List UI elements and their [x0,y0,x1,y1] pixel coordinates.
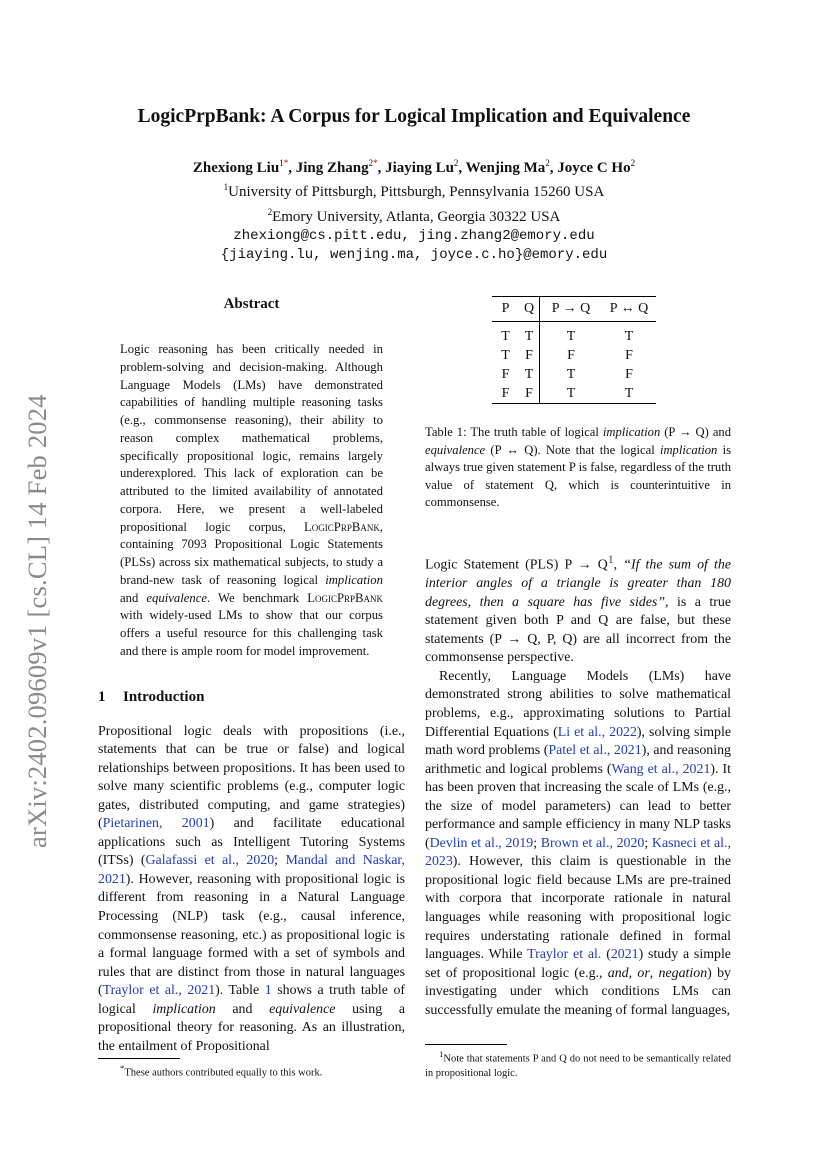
body-text: and [215,1001,270,1017]
author-name: Jing Zhang [295,160,369,176]
corpus-name: LogicPrpBank [304,519,380,534]
body-text: using a propositional theory for reasoning. As an illustration, the entailment of Propositional [98,1001,405,1054]
body-text: shows a truth table of logical [98,983,406,1017]
table-cell: T [566,366,576,382]
footnote-text: These authors contributed equally to this work. [124,1067,323,1079]
table-cell: T [624,328,634,344]
table-caption [425,424,731,512]
abstract-emphasis: equivalence [146,590,208,605]
paper-title: LogicPrpBank: A Corpus for Logical Implication and Equivalence [137,106,691,127]
table-cell: F [519,346,540,365]
body-text: ( [601,947,611,963]
footnote-ref-link[interactable]: 1 [607,552,614,566]
body-text: , [613,557,624,573]
affil-mark: 1 [223,182,229,193]
caption-text: is always true given statement P is false, regardless of the truth value of statement Q, which is counterintuitive in commonsense. [425,442,731,510]
section-heading-introduction [98,689,405,706]
body-text: ). However, this claim is questionable in the propositional logic field because LMs are pre-trained with corpora that incorporate rationale in natural languages while reasoning with propositional logic requires understating rationale defined in formal languages. While [425,854,731,963]
abstract-text: Logic reasoning has been critically needed in problem-solving and decision-making. Although Language Models (LMs) have demonstrated capabilities of handling multiple reasoning tasks (e.g., commonsense reasoning), their ability to reason complex mathematical problems, specifically propositional logic, remains largely underexplored. This lack of exploration can be attributed to the limited availability of annotated corpora. Here, we present a well-labeled propositional logic corpus, [120,342,383,534]
email-line-2: {jiaying.lu, wenjing.ma, joyce.c.ho}@emory.edu [220,247,608,264]
footnote-rule-right [425,1044,507,1045]
affiliation-text: University of Pittsburgh, Pittsburgh, Pennsylvania 15260 USA [228,184,605,201]
truth-table [492,296,656,404]
body-text: ). It has been proven that increasing the scale of LMs (e.g., the size of model parameters) can lead to better performance and sample efficiency in many NLP tasks ( [425,761,731,851]
table-cell: F [501,366,510,382]
abstract-emphasis: implication [325,572,383,587]
body-emphasis: negation [658,965,708,981]
citation-link[interactable]: Li et al., 2022 [557,724,637,740]
author-name: Wenjing Ma [465,160,546,176]
abstract-text: . We benchmark [207,590,308,605]
body-text: , is a true statement given both P and Q are false, but these statements (P → Q, P, Q) are all incorrect from the commonsense perspective. [425,594,731,666]
body-text: Recently, Language Models (LMs) have demonstrated strong abilities to solve mathematical problems, e.g., approximating solutions to Partial Differential Equations ( [425,668,731,740]
affiliation-2 [0,203,828,227]
author-name: Jiaying Lu [385,160,454,176]
table-row [492,322,656,347]
citation-link[interactable]: Traylor et al. [527,947,602,963]
body-text: ; [533,835,541,851]
table-cell: F [492,384,519,404]
caption-emphasis: implication [659,442,718,457]
table-cell: T [566,328,576,344]
table-cell: T [519,322,540,347]
example-quote: “If the sum of the interior angles of a triangle is greater than 180 degrees, then a square has five sides” [425,557,731,610]
table-cell: F [567,347,575,363]
footnote-text: Note that statements P and Q do not need to be semantically related in propositional logic. [425,1053,731,1079]
arxiv-side-stamp: arXiv:2402.09609v1 [cs.CL] 14 Feb 2024 [22,394,52,848]
table-ref-link[interactable]: 1 [264,983,272,999]
body-text: ; [644,835,652,851]
lm-paragraph [425,668,731,1020]
caption-text: Table 1: The truth table of logical [425,425,603,439]
affil-mark: 2 [630,158,636,168]
body-text: ). Table [215,983,265,999]
table-row [492,384,656,404]
table-row [492,365,656,384]
body-emphasis: equivalence [269,1001,336,1017]
email-line-1: zhexiong@cs.pitt.edu, jing.zhang2@emory.edu [233,227,595,244]
body-text: ) study a simple set of propositional logic (e.g., [425,947,731,981]
caption-text: (P → Q) and [660,425,731,439]
table-cell: T [501,347,510,363]
body-text: ), and reasoning arithmetic and logical problems ( [425,743,732,777]
citation-link[interactable]: Pietarinen, 2001 [102,816,210,832]
body-emphasis: implication [152,1001,216,1017]
caption-text: (P ↔ Q). Note that the logical [485,442,660,457]
abstract-text: , containing 7093 Propositional Logic Statements (PLSs) across six mathematical subjects, to study a brand-new task of reasoning logical [120,519,383,587]
citation-link[interactable]: 2021 [610,947,639,963]
affil-mark: 2 [368,158,374,168]
affil-mark: 2 [267,206,273,217]
right-column [425,296,731,1020]
corpus-name: LogicPrpBank [307,590,383,605]
abstract-body [98,341,405,661]
table-header-cell: Q [519,297,540,322]
abstract-text: and [120,590,147,605]
table-header-row [492,297,656,322]
author-names: Zhexiong Liu$^{1*}$, Jing Zhang$^{2*}$, Jiaying Lu$^2$, Wenjing Ma$^2$, Joyce C Ho$^2$ [192,158,636,176]
body-text: , [649,965,659,981]
pls-example-paragraph [425,551,731,668]
citation-link[interactable]: Mandal and Naskar, 2021 [98,853,405,887]
table-cell: T [602,384,656,404]
table-cell: F [519,384,540,404]
equal-contrib-mark: * [283,158,289,168]
author-name: Joyce C Ho [557,160,631,176]
footnote-rule-left [98,1058,180,1059]
body-emphasis: or [637,965,650,981]
table-header-cell: P [492,297,519,322]
body-text: Propositional logic deals with propositions (i.e., statements that can be true or false) and logical relationships between propositions. It has been used to solve many scientific problems (e.g., computer logic gates, distributed computing, and game strategies) ( [98,723,405,832]
body-text: ) and facilitate educational applications such as Intelligent Tutoring Systems (ITSs) ( [98,816,405,869]
table-cell: T [540,384,603,404]
caption-emphasis: implication [602,425,661,439]
body-text: ). However, reasoning with propositional logic is different from reasoning in a Natural Language Processing (NLP) task (e.g., causal inference, commonsense reasoning, etc.) as propositional logic is a formal language formed with a set of symbols and rules that are distinct from those in natural languages ( [98,871,405,999]
body-text: ; [274,853,286,869]
citation-link[interactable]: Traylor et al., 2021 [102,983,216,999]
table-cell: F [625,347,633,363]
table-cell: F [625,366,633,382]
abstract-heading: Abstract [223,296,280,312]
intro-paragraph [98,723,405,1057]
affil-mark: 2 [453,158,459,168]
body-text: ) by investigating under which conditions LMs can successfully emulate the meaning of formal languages, [425,965,731,1018]
abstract-text: with widely-used LMs to show that our corpus offers a useful resource for this challenging task and there is ample room for model improvement. [120,608,383,658]
author-block [0,154,828,265]
caption-emphasis: equivalence [425,442,486,457]
author-name: Zhexiong Liu [192,160,280,176]
left-column [98,296,405,1056]
affil-mark: 1 [279,158,284,168]
citation-link[interactable]: Brown et al., 2020 [540,835,645,851]
citation-link[interactable]: Galafassi et al., 2020 [145,853,275,869]
body-emphasis: and [607,965,629,981]
body-text: Logic Statement (PLS) P → Q [425,557,608,573]
affiliation-1 [0,178,828,202]
section-title: Introduction [123,688,205,705]
footnote-left [120,1061,322,1081]
citation-link[interactable]: Wang et al., 2021 [611,761,711,777]
citation-link[interactable]: Devlin et al., 2019 [429,835,534,851]
table-header-cell: P ↔ Q [602,297,656,322]
table-header-cell: P → Q [540,297,603,322]
section-number: 1 [98,688,106,705]
body-text: ), solving simple math word problems ( [425,724,731,759]
citation-link[interactable]: Kasneci et al., 2023 [425,835,731,870]
footnote-mark: * [120,1063,125,1073]
table-cell: T [501,328,510,344]
table-cell: T [519,365,540,384]
footnote-mark: 1 [439,1049,444,1059]
equal-contrib-mark: * [373,158,378,168]
affil-mark: 2 [545,158,550,168]
footnote-right [425,1047,731,1081]
affiliation-text: Emory University, Atlanta, Georgia 30322 USA [272,208,561,225]
body-text: , [628,965,638,981]
table-row [492,346,656,365]
citation-link[interactable]: Patel et al., 2021 [548,743,642,759]
